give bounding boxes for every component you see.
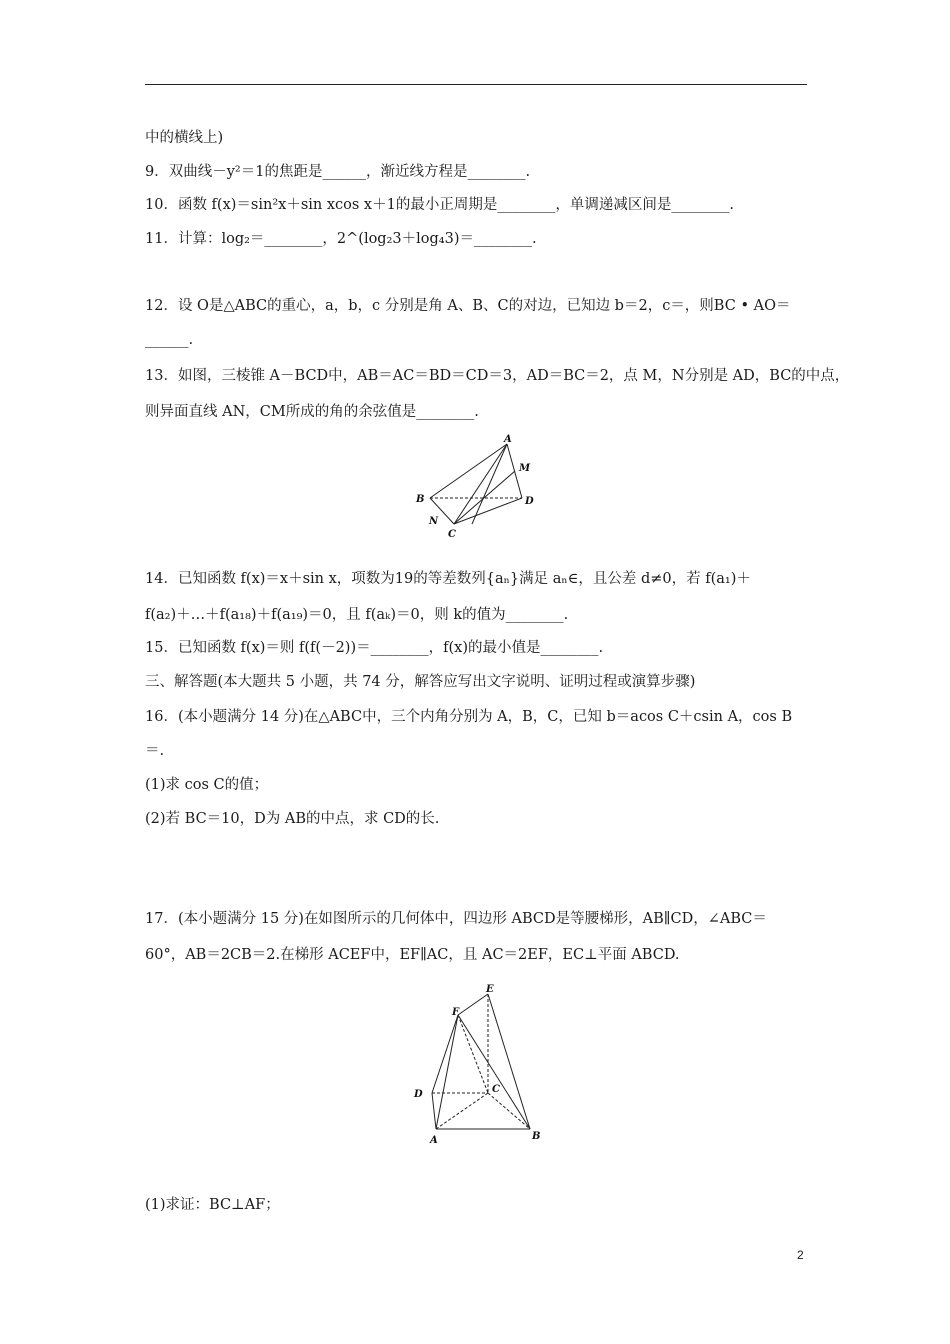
label-N: N <box>429 516 439 527</box>
question-11: 11．计算：log₂＝________，2^(log₂3＋log₄3)＝________. <box>145 231 537 247</box>
question-14: 14．已知函数 f(x)＝x＋sin x，项数为19的等差数列{aₙ}满足 aₙ∈，且公差 d≠0，若 f(a₁)＋ <box>145 571 751 587</box>
question-12: 12．设 O是△ABC的重心，a，b，c 分别是角 A、B、C的对边，已知边 b＝2，c＝，则BC • AO＝ <box>145 298 791 314</box>
question-15: 15．已知函数 f(x)＝则 f(f(－2))＝________，f(x)的最小值是________. <box>145 640 604 656</box>
solid-figure <box>408 980 558 1150</box>
question-17-part-1: (1)求证：BC⊥AF； <box>145 1197 280 1213</box>
question-17: 17．(本小题满分 15 分)在如图所示的几何体中，四边形 ABCD是等腰梯形，AB∥CD，∠ABC＝ <box>145 911 767 927</box>
tetrahedron-figure <box>412 432 552 542</box>
question-12-blank: ______. <box>145 332 194 348</box>
label-M: M <box>519 463 531 474</box>
label-F: F <box>452 1007 460 1018</box>
header-rule <box>145 84 807 85</box>
question-17-cont: 60°，AB＝2CB＝2.在梯形 ACEF中，EF∥AC，且 AC＝2EF，EC⊥平面 ABCD. <box>145 947 680 963</box>
question-16-part-2: (2)若 BC＝10，D为 AB的中点，求 CD的长. <box>145 811 440 827</box>
question-9: 9．双曲线－y²＝1的焦距是______，渐近线方程是________. <box>145 164 531 180</box>
label-C: C <box>448 529 456 540</box>
label-A: A <box>504 434 512 445</box>
label-D: D <box>525 496 534 507</box>
label-B: B <box>416 494 425 505</box>
label-E: E <box>486 984 494 995</box>
label-C: C <box>492 1084 500 1095</box>
question-16-part-1: (1)求 cos C的值； <box>145 777 269 793</box>
page-number: 2 <box>797 1248 804 1262</box>
question-14-cont: f(a₂)＋…＋f(a₁₈)＋f(a₁₉)＝0，且 f(aₖ)＝0，则 k的值为________. <box>145 607 569 623</box>
question-16: 16．(本小题满分 14 分)在△ABC中，三个内角分别为 A，B，C，已知 b＝acos C＋csin A，cos B <box>145 709 793 725</box>
label-B: B <box>532 1131 541 1142</box>
label-D: D <box>414 1089 423 1100</box>
question-16-cont: ＝. <box>145 743 165 759</box>
text-line-continuation: 中的横线上) <box>145 130 224 146</box>
question-13: 13．如图，三棱锥 A－BCD中，AB＝AC＝BD＝CD＝3，AD＝BC＝2，点 M，N分别是 AD，BC的中点， <box>145 368 850 384</box>
section-heading: 三、解答题(本大题共 5 小题，共 74 分，解答应写出文字说明、证明过程或演算步骤) <box>145 674 696 690</box>
question-13-cont: 则异面直线 AN，CM所成的角的余弦值是________. <box>145 404 479 420</box>
question-10: 10．函数 f(x)＝sin²x＋sin xcos x＋1的最小正周期是________，单调递减区间是________. <box>145 197 734 213</box>
label-A: A <box>430 1135 438 1146</box>
